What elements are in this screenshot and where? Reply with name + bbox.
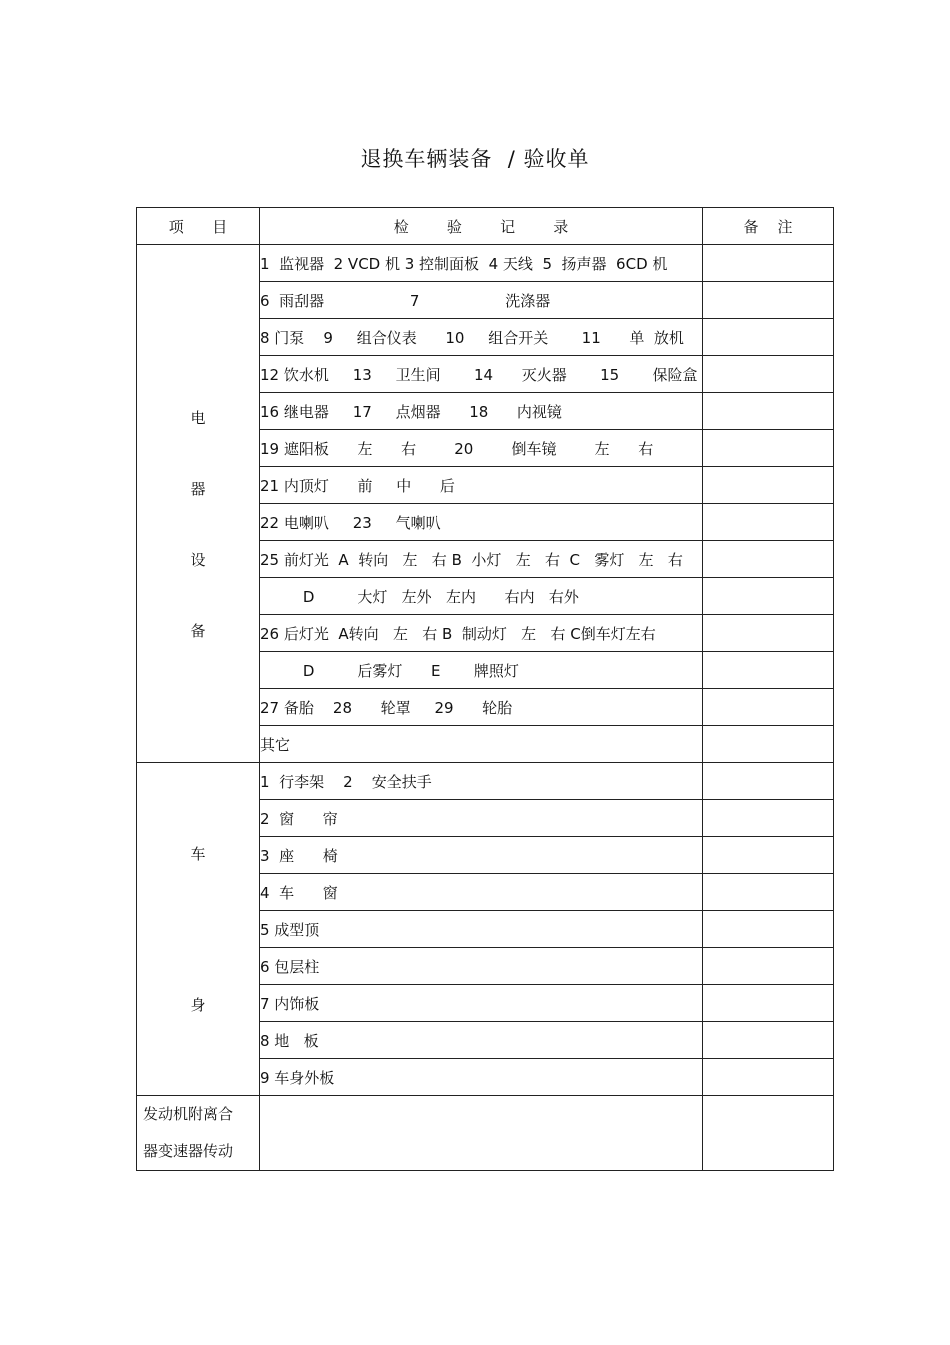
category-electrical — [137, 245, 260, 763]
record-cell: 3 座 椅 — [260, 837, 703, 874]
record-cell[interactable] — [260, 1096, 703, 1171]
record-cell: 19 遮阳板 左 右 20 倒车镜 左 右 — [260, 430, 703, 467]
record-cell: 2 窗 帘 — [260, 800, 703, 837]
remark-cell[interactable] — [703, 1059, 834, 1096]
category-label-char: 车 — [190, 845, 206, 863]
remark-cell[interactable] — [703, 1096, 834, 1171]
remark-cell[interactable] — [703, 430, 834, 467]
record-cell: 12 饮水机 13 卫生间 14 灭火器 15 保险盒 — [260, 356, 703, 393]
remark-cell[interactable] — [703, 1022, 834, 1059]
record-cell: 27 备胎 28 轮罩 29 轮胎 — [260, 689, 703, 726]
remark-cell[interactable] — [703, 615, 834, 652]
remark-cell[interactable] — [703, 578, 834, 615]
record-cell: 4 车 窗 — [260, 874, 703, 911]
remark-cell[interactable] — [703, 393, 834, 430]
category-label-char: 电 — [190, 408, 206, 427]
remark-cell[interactable] — [703, 245, 834, 282]
header-row — [137, 208, 834, 245]
record-cell: 6 包层柱 — [260, 948, 703, 985]
header-item: 项 目 — [137, 208, 260, 245]
record-cell: 其它 — [260, 726, 703, 763]
record-cell: 21 内顶灯 前 中 后 — [260, 467, 703, 504]
remark-cell[interactable] — [703, 541, 834, 578]
record-cell: 1 行李架 2 安全扶手 — [260, 763, 703, 800]
category-label-char: 设 — [190, 550, 206, 569]
remark-cell[interactable] — [703, 911, 834, 948]
record-cell: 26 后灯光 A转向 左 右 B 制动灯 左 右 C倒车灯左右 — [260, 615, 703, 652]
table-row — [137, 763, 834, 800]
record-cell: 7 内饰板 — [260, 985, 703, 1022]
remark-cell[interactable] — [703, 319, 834, 356]
remark-cell[interactable] — [703, 282, 834, 319]
record-cell: D 大灯 左外 左内 右内 右外 — [260, 578, 703, 615]
remark-cell[interactable] — [703, 800, 834, 837]
table-row — [137, 245, 834, 282]
record-cell: 6 雨刮器 7 洗涤器 — [260, 282, 703, 319]
remark-cell[interactable] — [703, 467, 834, 504]
table-row-engine — [137, 1096, 834, 1171]
category-label-char: 身 — [190, 996, 206, 1014]
remark-cell[interactable] — [703, 948, 834, 985]
remark-cell[interactable] — [703, 504, 834, 541]
remark-cell[interactable] — [703, 985, 834, 1022]
record-cell: D 后雾灯 E 牌照灯 — [260, 652, 703, 689]
record-cell: 22 电喇叭 23 气喇叭 — [260, 504, 703, 541]
remark-cell[interactable] — [703, 726, 834, 763]
category-engine — [137, 1096, 260, 1171]
header-remark: 备 注 — [703, 208, 834, 245]
remark-cell[interactable] — [703, 837, 834, 874]
category-label-char: 器 — [190, 479, 206, 498]
category-engine-line: 器变速器传动 — [143, 1142, 234, 1160]
remark-cell[interactable] — [703, 356, 834, 393]
record-cell: 16 继电器 17 点烟器 18 内视镜 — [260, 393, 703, 430]
inspection-table — [136, 207, 834, 1171]
category-engine-line: 发动机附离合 — [143, 1105, 234, 1123]
header-record: 检 验 记 录 — [260, 208, 703, 245]
record-cell: 5 成型顶 — [260, 911, 703, 948]
remark-cell[interactable] — [703, 652, 834, 689]
document-title: 退换车辆装备 / 验收单 — [360, 147, 590, 171]
remark-cell[interactable] — [703, 689, 834, 726]
record-cell: 9 车身外板 — [260, 1059, 703, 1096]
category-label-char: 备 — [190, 621, 206, 640]
record-cell: 25 前灯光 A 转向 左 右 B 小灯 左 右 C 雾灯 左 右 — [260, 541, 703, 578]
remark-cell[interactable] — [703, 874, 834, 911]
category-body — [137, 763, 260, 1096]
record-cell: 8 门泵 9 组合仪表 10 组合开关 11 单 放机 — [260, 319, 703, 356]
record-cell: 1 监视器 2 VCD 机 3 控制面板 4 天线 5 扬声器 6CD 机 — [260, 245, 703, 282]
record-cell: 8 地 板 — [260, 1022, 703, 1059]
remark-cell[interactable] — [703, 763, 834, 800]
